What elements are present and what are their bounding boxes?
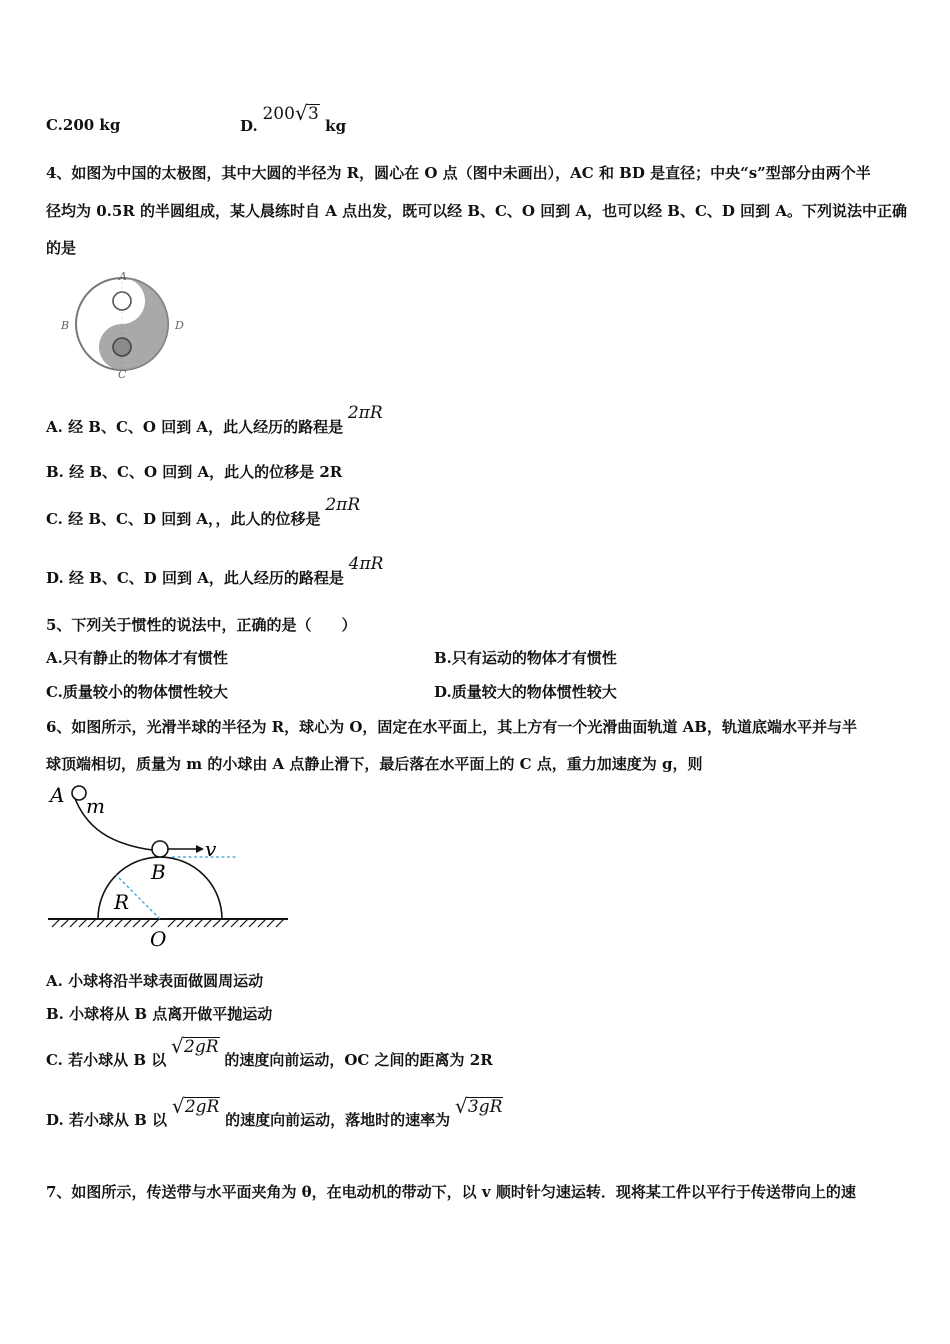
q5-option-a: A.只有静止的物体才有惯性 [46,649,228,667]
taiji-upper-dot [113,292,131,310]
q6-option-d-mid: 的速度向前运动，落地时的速率为 [225,1111,451,1129]
ground-hatching [52,919,284,927]
q4-stem-line3: 的是 [46,239,77,257]
taiji-label-d: D [175,319,184,332]
q6-option-c [46,1034,493,1069]
q6-option-c-post: 的速度向前运动，OC 之间的距离为 2R [224,1051,493,1069]
q6-stem-line1: 6、如图所示，光滑半球的半径为 R，球心为 O，固定在水平面上，其上方有一个光滑曲面轨道 AB，轨道底端水平并与半 [46,718,857,736]
q4-option-a-math: 2πR [347,403,383,423]
label-o: O [150,927,167,950]
q6-option-d [46,1094,503,1129]
q6-option-a: A. 小球将沿半球表面做圆周运动 [46,972,264,990]
label-v: v [205,837,217,861]
q6-stem-line2: 球顶端相切，质量为 m 的小球由 A 点静止滑下，最后落在水平面上的 C 点，重力加速度为 g，则 [46,755,703,773]
q3-option-d-value [262,101,325,125]
q6-option-d-pre: D. 若小球从 B 以 [46,1111,168,1129]
q4-option-c-text: C. 经 B、C、D 回到 A，，此人的位移是 [46,510,321,528]
q4-option-c-math: 2πR [325,495,361,515]
q6-option-c-radical: √ 2gR [171,1034,219,1058]
q3-option-c: C.200 kg [46,116,121,134]
q6-option-d-radical: √ 2gR [171,1094,220,1118]
label-a: A [50,783,65,807]
q4-stem-line1: 4、如图为中国的太极图，其中大圆的半径为 R，圆心在 O 点（图中未画出），AC 和 BD 是直径；中央“s”型部分由两个半 [46,164,871,182]
q3-option-d-radical: √ 3 [294,101,319,125]
q5-option-d: D.质量较大的物体惯性较大 [434,683,617,701]
q4-option-b: B. 经 B、C、O 回到 A，此人的位移是 2R [46,463,343,481]
label-b: B [151,860,166,884]
q4-option-a [46,402,383,436]
taiji-lower-dot [113,338,131,356]
taiji-label-c: C [118,368,127,381]
q5-option-c: C.质量较小的物体惯性较大 [46,683,228,701]
q4-option-d [46,553,384,587]
taiji-label-b: B [61,319,70,332]
q4-option-c [46,494,361,528]
q4-option-a-text: A. 经 B、C、O 回到 A，此人经历的路程是 [46,418,344,436]
q4-option-d-text: D. 经 B、C、D 回到 A，此人经历的路程是 [46,569,344,587]
q5-option-b: B.只有运动的物体才有惯性 [434,649,617,667]
q4-option-d-math: 4πR [348,554,384,574]
label-m: m [86,794,105,818]
q7-stem-line1: 7、如图所示，传送带与水平面夹角为 θ，在电动机的带动下，以 v 顺时针匀速运转．现将某工件以平行于传送带向上的速 [46,1183,856,1201]
q3-option-d-number: 200 [262,104,295,124]
q3-option-d [240,101,347,135]
hemisphere-figure [44,780,294,950]
q4-stem-line2: 径均为 0.5R 的半圆组成，某人晨练时自 A 点出发，既可以经 B、C、O 回到 A，也可以经 B、C、D 回到 A。下列说法中正确 [46,202,908,220]
velocity-arrow-head [196,845,204,853]
label-r: R [114,890,130,914]
ball-at-a [72,786,86,800]
q6-option-d-radical2: √ 3gR [454,1094,503,1118]
q5-stem: 5、下列关于惯性的说法中，正确的是（ ） [46,616,357,634]
q6-option-b: B. 小球将从 B 点离开做平抛运动 [46,1005,273,1023]
q6-option-c-pre: C. 若小球从 B 以 [46,1051,167,1069]
taiji-label-a: A [119,272,127,283]
q3-option-d-prefix: D. [240,117,258,135]
q3-option-d-unit: kg [325,117,347,135]
taiji-figure [58,272,198,382]
ball-at-b [152,841,168,857]
